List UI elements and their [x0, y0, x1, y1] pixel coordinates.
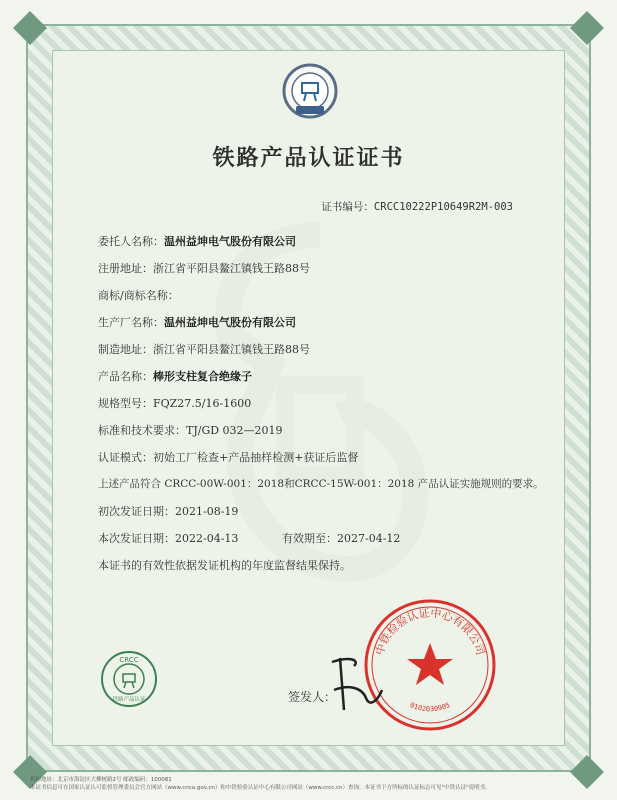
field-value: 棒形支柱复合绝缘子 [153, 370, 252, 383]
field-standard [98, 422, 283, 438]
seal-number: 0102030905 [408, 701, 452, 714]
footer-line: 机构地址：北京市海淀区大柳树路2号 邮政编码：100081 [30, 777, 172, 783]
field-label: 规格型号： [98, 397, 153, 410]
footer-line: 本证书信息可在国家认证认可监督管理委员会官方网站（www.cnca.gov.cn）和中铁检验认证中心有限公司网站（www.crcc.cn）查询。本证书下方所标的认证标志可见"中铁认证"说明书。 [30, 785, 491, 791]
field-value: 2021-08-19 [175, 505, 239, 518]
field-first-issue-date [98, 503, 238, 519]
certificate-title: 铁路产品认证证书 [212, 145, 405, 171]
crcc-certification-mark-icon [100, 650, 158, 708]
field-manufacturing-address [98, 341, 310, 357]
footer-notes [30, 776, 590, 792]
field-value: FQZ27.5/16-1600 [153, 397, 252, 410]
field-value: 温州益坤电气股份有限公司 [164, 235, 296, 248]
field-registered-address [98, 260, 310, 276]
handwritten-signature [320, 650, 390, 720]
field-value: 浙江省平阳县鳌江镇钱王路88号 [153, 262, 310, 275]
field-current-issue-date [98, 530, 238, 546]
field-label: 产品名称： [98, 370, 153, 383]
signer-label: 签发人： [288, 690, 337, 704]
field-manufacturer [98, 314, 296, 330]
crcc-emblem-icon [282, 63, 338, 119]
field-value: 上述产品符合 CRCC-00W-001：2018和CRCC-15W-001：2018 产品认证实施规则的要求。 [98, 478, 544, 490]
field-label: 生产厂名称： [98, 316, 164, 329]
field-trademark [98, 287, 179, 303]
field-value: 初始工厂检查+产品抽样检测+获证后监督 [153, 451, 359, 464]
field-label: 初次发证日期： [98, 505, 175, 518]
field-label: 制造地址： [98, 343, 153, 356]
field-value: 温州益坤电气股份有限公司 [164, 316, 296, 329]
field-label: 有效期至： [282, 532, 337, 545]
field-label: 注册地址： [98, 262, 153, 275]
field-value: 2022-04-13 [175, 532, 239, 545]
field-label: 本次发证日期： [98, 532, 175, 545]
field-value: 浙江省平阳县鳌江镇钱王路88号 [153, 343, 310, 356]
small-mark-bottom-text: 铁路产品认证 [112, 697, 146, 703]
field-compliance-statement [98, 476, 544, 491]
field-model [98, 395, 251, 411]
field-label: 认证模式： [98, 451, 153, 464]
certificate-number: 证书编号：CRCC10222P10649R2M-003 [321, 201, 513, 213]
field-product-name [98, 368, 252, 384]
field-label: 委托人名称： [98, 235, 164, 248]
small-mark-top-text: CRCC [119, 656, 139, 664]
field-label: 标准和技术要求： [98, 424, 186, 437]
field-valid-until [282, 530, 400, 546]
seal-text: 中铁检验认证中心有限公司 [373, 606, 487, 657]
field-label: 商标/商标名称： [98, 289, 179, 302]
validity-note: 本证书的有效性依据发证机构的年度监督结果保持。 [98, 559, 351, 572]
field-value: 2027-04-12 [337, 532, 401, 545]
field-client-name [98, 233, 296, 249]
field-certification-mode [98, 449, 358, 465]
field-value: TJ/GD 032—2019 [186, 424, 283, 437]
